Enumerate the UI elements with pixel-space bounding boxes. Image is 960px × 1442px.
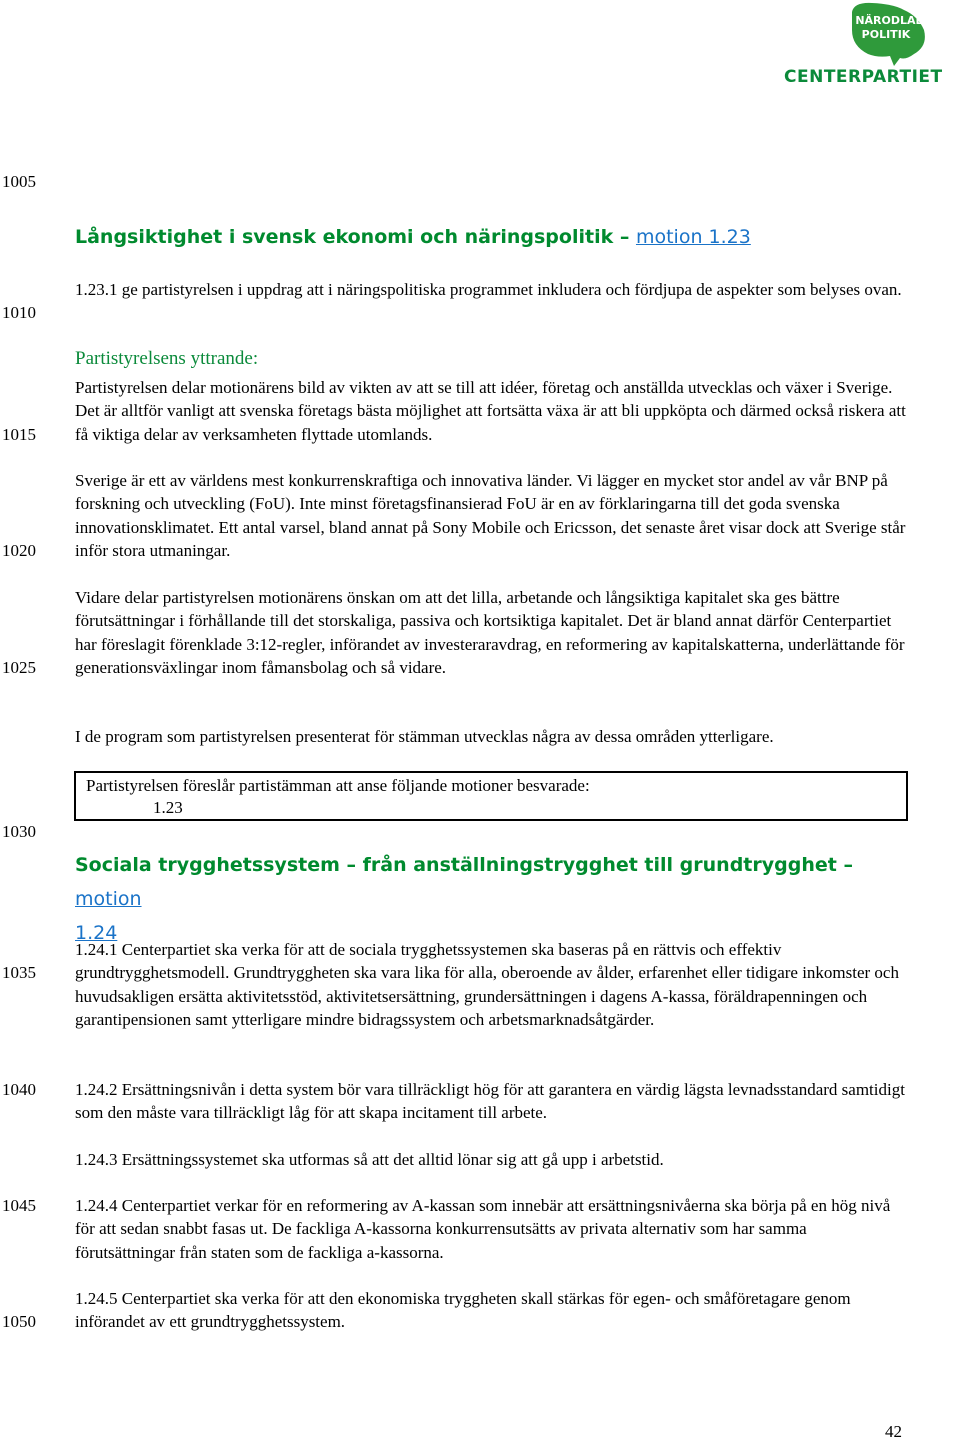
motion-text: 1.24.4 Centerpartiet verkar för en reformering av A-kassan som innebär att ersättningsnivåerna ska börja på en hög nivå för att sedan snabbt fasas ut. De fackliga A-kassorna konkurrensutsätts av privata alternativ som har samma förutsättningar från staten som de fackliga a-kassorna.: [75, 1196, 891, 1262]
line-number: 1035: [2, 963, 36, 982]
motion-text: 1.24.1 Centerpartiet ska verka för att de sociala trygghetssystemen ska baseras på en rättvis och effektiv grundtrygghetsmodell. Grundtryggheten ska vara lika för alla, oberoende av ålder, erfarenhet eller tidigare inkomster och huvudsakligen ersätta aktivitetsstöd, aktivitetsersättning, grundersättningen i dagens A-kassa, föräldrapenningen och garantipensionen samt ytterligare mindre bidragssystem och arbetsmarknadsåtgärder.: [75, 940, 899, 1029]
line-number: 1010: [2, 303, 36, 322]
paragraph: I de program som partistyrelsen presenterat för stämman utvecklas några av dessa områden ytterligare.: [75, 727, 774, 746]
page-number: 42: [885, 1422, 902, 1441]
proposal-text: Partistyrelsen föreslår partistämman att anse följande motioner besvarade:: [86, 776, 590, 795]
motion-text: 1.24.2 Ersättningsnivån i detta system bör vara tillräckligt hög för att garantera en värdig lägsta levnadsstandard samtidigt som den måste vara tillräckligt låg för att skapa incitament till arbete.: [75, 1080, 905, 1123]
line-number: 1015: [2, 425, 36, 444]
line-number: 1020: [2, 541, 36, 560]
paragraph: Sverige är ett av världens mest konkurrenskraftiga och innovativa länder. Vi lägger en mycket stor andel av vår BNP på forskning och utveckling (FoU). Inte minst företagsfinansierad FoU är en av förklaringarna till det goda svenska innovationsklimatet. Ett antal varsel, bland annat på Sony Mobile och Ericsson, det senaste året visar dock att Sverige står inför stora utmaningar.: [75, 471, 906, 560]
centerpartiet-logo: [782, 0, 960, 90]
line-number: 1025: [2, 658, 36, 677]
motion-link[interactable]: motion 1.23: [635, 226, 751, 248]
section-heading: [75, 848, 915, 950]
heading-text: Sociala trygghetssystem – från anställningstrygghet till grundtrygghet –: [75, 854, 853, 876]
svg-text:POLITIK: POLITIK: [861, 28, 911, 41]
svg-text:CENTERPARTIET: CENTERPARTIET: [784, 67, 943, 87]
motion-text: 1.23.1 ge partistyrelsen i uppdrag att i näringspolitiska programmet inkludera och fördjupa de aspekter som belyses ovan.: [75, 280, 902, 299]
line-number: 1040: [2, 1080, 36, 1099]
section-heading: [75, 220, 915, 254]
motion-text: 1.24.5 Centerpartiet ska verka för att den ekonomiska tryggheten skall stärkas för egen- och småföretagare genom införandet av ett grundtrygghetssystem.: [75, 1289, 851, 1332]
subheading: Partistyrelsens yttrande:: [75, 348, 259, 369]
heading-text: Långsiktighet i svensk ekonomi och näringspolitik –: [75, 226, 630, 248]
proposal-motion-number: 1.23: [153, 798, 183, 817]
line-number: 1005: [2, 172, 36, 191]
paragraph: Partistyrelsen delar motionärens bild av vikten av att se till att idéer, företag och anställda utvecklas och växer i Sverige. Det är alltför vanligt att svenska företags bästa möjlighet att fortsätta växa är att bli uppköpta och därmed också riskera att få viktiga delar av verksamheten flyttade utomlands.: [75, 378, 906, 444]
motion-text: 1.24.3 Ersättningssystemet ska utformas så att det alltid lönar sig att gå upp i arbetstid.: [75, 1150, 664, 1169]
motion-link[interactable]: motion: [75, 888, 142, 910]
motion-link-number[interactable]: 1.24: [75, 922, 118, 944]
proposal-box: [74, 771, 908, 821]
line-number: 1045: [2, 1196, 36, 1215]
line-number: 1030: [2, 822, 36, 841]
svg-text:NÄRODLAD: NÄRODLAD: [855, 14, 925, 27]
paragraph: Vidare delar partistyrelsen motionärens önskan om att det lilla, arbetande och långsiktiga kapitalet ska ges bättre förutsättningar i förhållande till det storskaliga, passiva och kortsiktiga kapitalet. Det är bland annat därför Centerpartiet har föreslagit förenklade 3:12-regler, införandet av investeraravdrag, en reformering av kapitalskatterna, underlättande för generationsväxlingar inom fåmansbolag och så vidare.: [75, 588, 905, 677]
line-number: 1050: [2, 1312, 36, 1331]
